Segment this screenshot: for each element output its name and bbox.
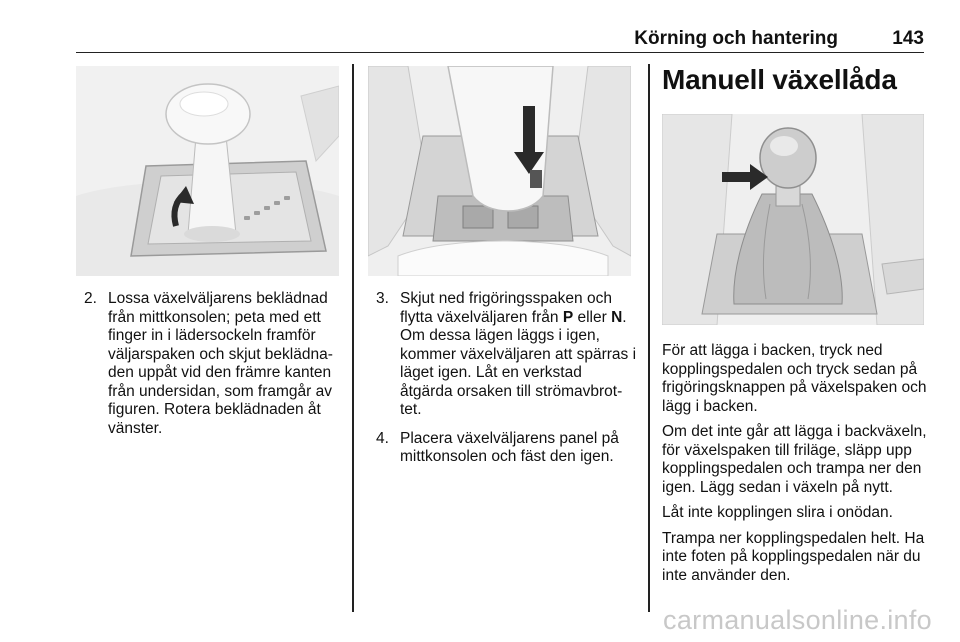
paragraph: Trampa ner kopplingspedalen helt. Ha inte foten på kopplingspedalen när du inte använder den. <box>662 529 925 584</box>
paragraph: Låt inte kopplingen slira i onödan. <box>662 504 893 521</box>
figure-release-lever <box>368 66 631 276</box>
page-header <box>76 28 924 53</box>
step-4 <box>376 430 638 467</box>
left-column-text <box>84 290 342 448</box>
position-p-label: P <box>562 308 574 326</box>
step-number: 3. <box>376 290 389 307</box>
paragraph: Om det inte går att lägga i backväxeln, för växelspaken till friläge, släpp upp kopplingspedalen och trampa ner den igen. Lägg sedan i växeln på nytt. <box>662 423 927 496</box>
middle-column-text <box>376 290 638 477</box>
position-n-label: N <box>611 308 623 326</box>
watermark: carmanualsonline.info <box>663 605 932 635</box>
page-number: 143 <box>892 28 924 49</box>
step-number: 2. <box>84 290 97 307</box>
chapter-title: Körning och hantering <box>634 28 838 49</box>
right-column-text <box>662 342 928 592</box>
step-text-part: eller <box>573 308 612 326</box>
column-divider-1 <box>352 64 354 612</box>
paragraph: För att lägga i backen, tryck ned kopplingspedalen och tryck sedan på frigöringsknappen på växelspaken och lägg i backen. <box>662 342 927 415</box>
step-2 <box>84 290 342 438</box>
step-text-part: . Om dessa lägen läggs i igen, kommer växelväljaren att spärras i läget igen. Låt en verkstad åtgärda orsaken till strömavbrottet. <box>400 308 637 418</box>
step-text: Lossa växelväljarens beklädnad från mittkonsolen; peta med ett finger in i lädersockeln framför väljarspaken och skjut beklädnaden uppåt vid den främre kanten från undersidan, som framgår av figuren. Rotera beklädnaden åt vänster. <box>108 290 333 437</box>
step-number: 4. <box>376 429 389 447</box>
section-title: Manuell växellåda <box>662 64 897 95</box>
step-text: Placera växelväljarens panel på mittkonsolen och fäst den igen. <box>400 429 619 465</box>
column-divider-2 <box>648 64 650 612</box>
step-text-part: Skjut ned frigöringsspaken och flytta växelväljaren från <box>400 290 612 326</box>
step-3 <box>376 290 638 420</box>
figure-manual-gear-lever <box>662 114 924 325</box>
figure-selector-lever-cover <box>76 66 339 276</box>
